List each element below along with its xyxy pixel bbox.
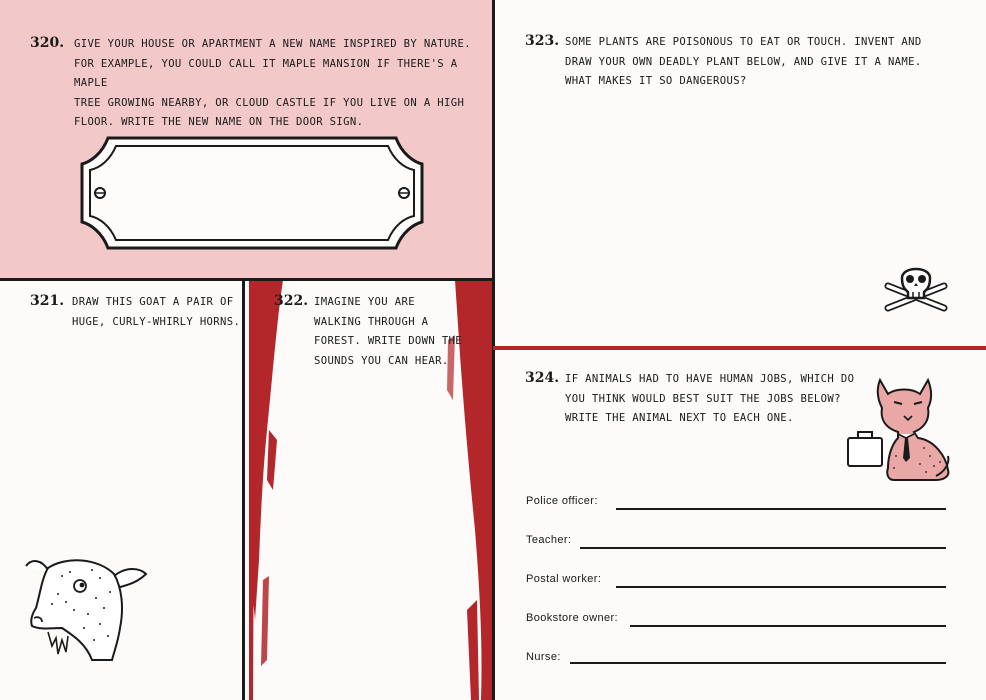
activity-320-text [74,35,484,133]
text-line: TREE GROWING NEARBY, OR CLOUD CASTLE IF YOU LIVE ON A HIGH [74,96,465,109]
text-line: WALKING THROUGH A [314,315,429,328]
text-line: FLOOR. WRITE THE NEW NAME ON THE DOOR SIGN. [74,116,364,128]
job-label-nurse: Nurse: [526,651,561,663]
text-line: WRITE THE ANIMAL NEXT TO EACH ONE. [565,412,794,424]
answer-line-teacher[interactable] [580,547,946,549]
activity-322-number: 322. [274,293,309,309]
text-line: WHAT MAKES IT SO DANGEROUS? [565,75,747,87]
job-label-postal-worker: Postal worker: [526,573,602,585]
job-label-police-officer: Police officer: [526,495,598,507]
vertical-divider-left [242,280,245,700]
answer-line-bookstore-owner[interactable] [630,625,946,627]
text-line: IMAGINE YOU ARE [314,296,415,308]
goat-illustration [22,548,152,670]
vertical-divider-center [492,0,495,700]
activity-324-text [565,370,865,429]
activity-323-number: 323. [525,33,560,49]
horizontal-divider-left [0,278,493,281]
skull-crossbones-icon [880,258,952,328]
text-line: HUGE, CURLY-WHIRLY HORNS. [72,315,241,328]
text-line: DRAW THIS GOAT A PAIR OF [72,296,234,308]
horizontal-divider-right [493,346,986,350]
text-line: FOR EXAMPLE, YOU COULD CALL IT MAPLE MANSION IF THERE'S A MAPLE [74,57,458,89]
door-sign-plaque[interactable] [78,132,426,254]
answer-line-police-officer[interactable] [616,508,946,510]
activity-324-number: 324. [525,370,560,386]
activity-321-text [72,293,242,332]
text-line: SOME PLANTS ARE POISONOUS TO EAT OR TOUCH. INVENT AND [565,36,922,48]
text-line: SOUNDS YOU CAN HEAR. [314,354,449,367]
text-line: FOREST. WRITE DOWN THE [314,335,463,347]
answer-line-nurse[interactable] [570,662,946,664]
text-line: IF ANIMALS HAD TO HAVE HUMAN JOBS, WHICH DO [565,373,855,385]
text-line: DRAW YOUR OWN DEADLY PLANT BELOW, AND GIVE IT A NAME. [565,55,922,68]
job-label-teacher: Teacher: [526,534,572,546]
activity-323-text [565,33,975,92]
activity-321-number: 321. [30,293,65,309]
job-label-bookstore-owner: Bookstore owner: [526,612,618,624]
answer-line-postal-worker[interactable] [616,586,946,588]
activity-322-text [314,293,474,371]
text-line: YOU THINK WOULD BEST SUIT THE JOBS BELOW? [565,392,841,405]
cat-with-briefcase-illustration [844,376,956,482]
activity-320-number: 320. [30,35,65,51]
text-line: GIVE YOUR HOUSE OR APARTMENT A NEW NAME INSPIRED BY NATURE. [74,38,471,50]
